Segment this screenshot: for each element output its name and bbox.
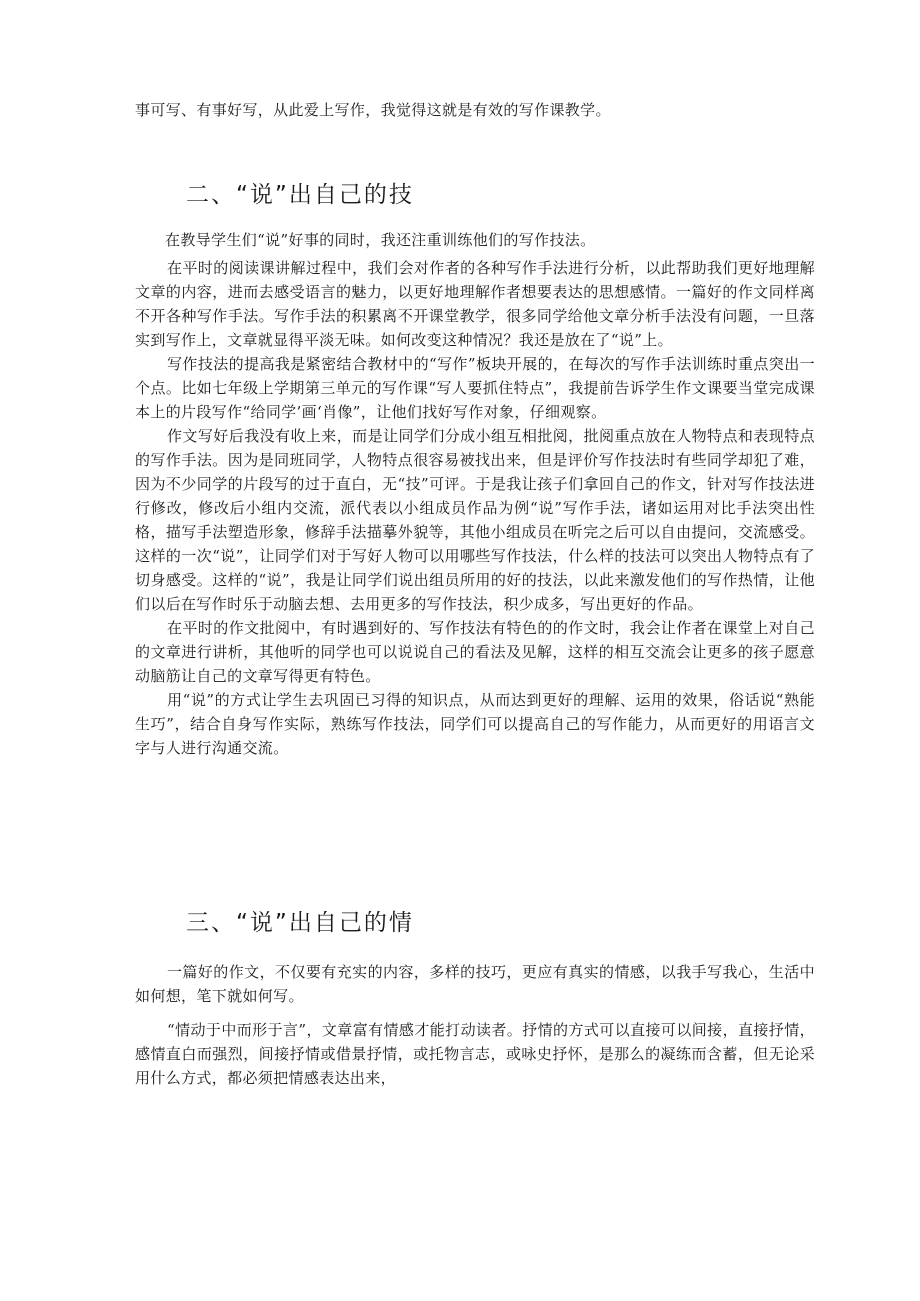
section3-paragraph-1: 一篇好的作文，不仅要有充实的内容，多样的技巧，更应有真实的情感，以我手写我心，生活中如何想，笔下就如何写。 — [135, 963, 815, 1005]
intro-line: 事可写、有事好写，从此爱上写作，我觉得这就是有效的写作课教学。 — [135, 101, 611, 119]
section3-body — [135, 960, 815, 1090]
section3-paragraph-2: “情动于中而形于言”，文章富有情感才能打动读者。抒情的方式可以直接可以间接，直接抒情，感情直白而强烈，间接抒情或借景抒情，或托物言志，或咏史抒怀，是那么的凝练而含蓄，但无论采用什么方式，都必须把情感表达出来， — [135, 1021, 815, 1087]
section2-paragraph-4: 作文写好后我没有收上来，而是让同学们分成小组互相批阅，批阅重点放在人物特点和表现特点的写作手法。因为是同班同学，人物特点很容易被找出来，但是评价写作技法时有些同学却犯了难，因为不少同学的片段写的过于直白，无“技”可评。于是我让孩子们拿回自己的作文，针对写作技法进行修改，修改后小组内交流，派代表以小组成员作品为例“说”写作手法，诸如运用对比手法突出性格，描写手法塑造形象，修辞手法描摹外貌等，其他小组成员在听完之后可以自由提问，交流感受。这样的一次“说”，让同学们对于写好人物可以用哪些写作技法，什么样的技法可以突出人物特点有了切身感受。这样的“说”，我是让同学们说出组员所用的好的技法，以此来激发他们的写作热情，让他们以后在写作时乐于动脑去想、去用更多的写作技法，积少成多，写出更好的作品。 — [135, 427, 815, 613]
section2-paragraph-3: 写作技法的提高我是紧密结合教材中的“写作”板块开展的，在每次的写作手法训练时重点突出一个点。比如七年级上学期第三单元的写作课“写人要抓住特点”，我提前告诉学生作文课要当堂完成课本上的片段写作“给同学’画‘肖像”，让他们找好写作对象，仔细观察。 — [135, 355, 815, 421]
section2-paragraph-5: 在平时的作文批阅中，有时遇到好的、写作技法有特色的的作文时，我会让作者在课堂上对自己的文章进行讲析，其他听的同学也可以说说自己的看法及见解，这样的相互交流会让更多的孩子愿意动脑筋让自己的文章写得更有特色。 — [135, 619, 815, 685]
section2-paragraph-6: 用“说”的方式让学生去巩固已习得的知识点，从而达到更好的理解、运用的效果，俗话说“熟能生巧”，结合自身写作实际，熟练写作技法，同学们可以提高自己的写作能力，从而更好的用语言文字与人进行沟通交流。 — [135, 691, 815, 757]
section2-paragraph-1: 在教导学生们“说”好事的同时，我还注重训练他们的写作技法。 — [165, 231, 596, 249]
section3-heading: 三、“说”出自己的情 — [186, 910, 414, 936]
intro-block — [135, 98, 815, 122]
section2-heading: 二、“说”出自己的技 — [186, 182, 414, 208]
section2-paragraph-2: 在平时的阅读课讲解过程中，我们会对作者的各种写作手法进行分析，以此帮助我们更好地理解文章的内容，进而去感受语言的魅力，以更好地理解作者想要表达的思想感情。一篇好的作文同样离不开各种写作手法。写作手法的积累离不开课堂教学，很多同学给他文章分析手法没有问题，一旦落实到写作上，文章就显得平淡无味。如何改变这种情况？我还是放在了“说”上。 — [135, 259, 815, 349]
section2-body — [135, 228, 815, 760]
